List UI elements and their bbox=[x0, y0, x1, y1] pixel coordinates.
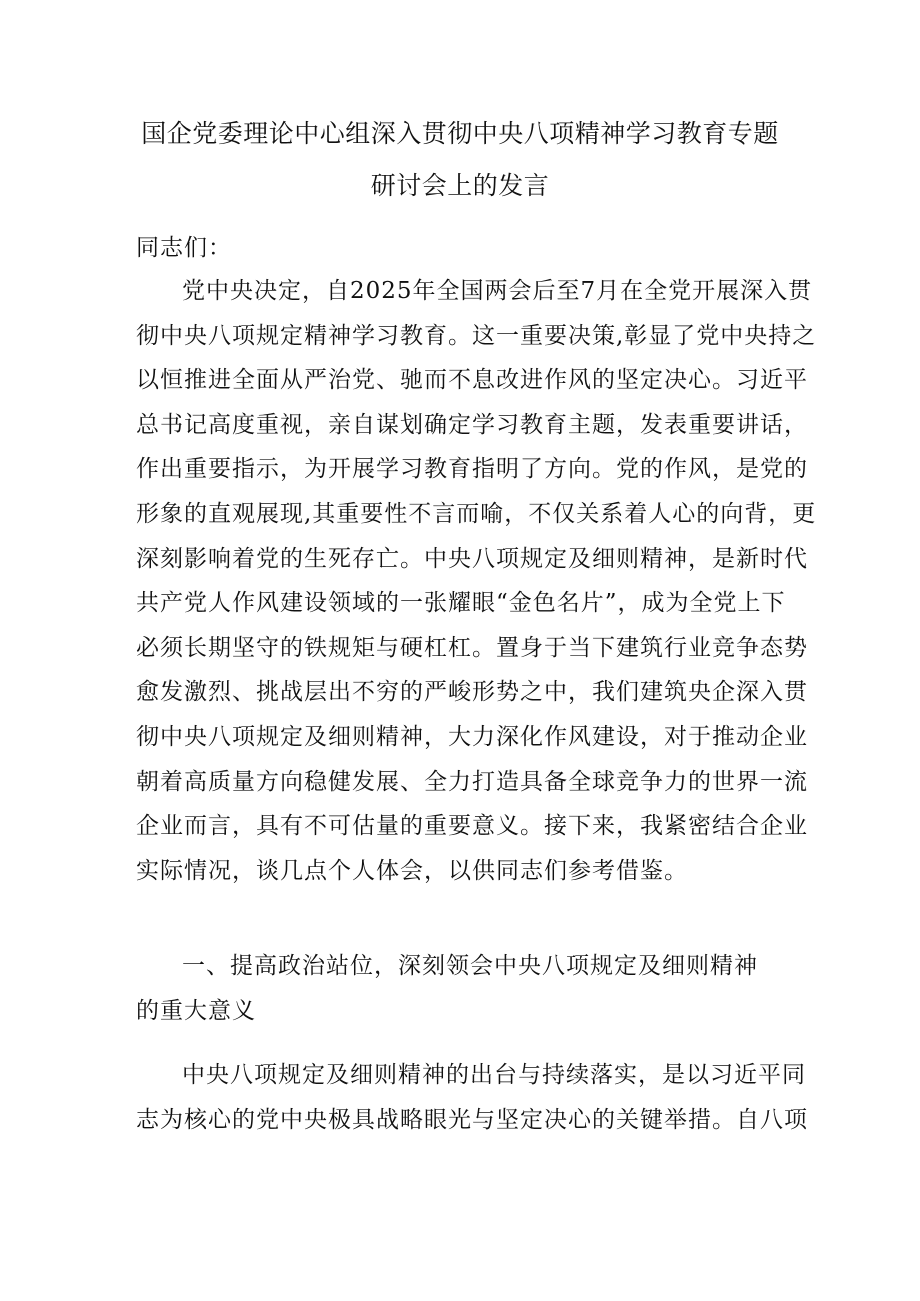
paragraph-line: 共产党人作风建设领域的一张耀眼“金色名片”，成为全党上下 bbox=[136, 590, 786, 617]
paragraph-line: 党中央决定，自2025年全国两会后至7月在全党开展深入贯 bbox=[182, 278, 813, 304]
paragraph-line: 彻中央八项规定精神学习教育。这一重要决策,彰显了党中央持之 bbox=[136, 322, 817, 349]
paragraph-line: 彻中央八项规定及细则精神，大力深化作风建设，对于推动企业 bbox=[136, 723, 808, 750]
title-line-2: 研讨会上的发言 bbox=[370, 171, 550, 200]
section-heading-1 bbox=[136, 944, 792, 1033]
paragraph-line: 中央八项规定及细则精神的出台与持续落实，是以习近平同 bbox=[182, 1062, 806, 1088]
salutation bbox=[136, 226, 792, 271]
paragraph-line: 实际情况，谈几点个人体会，以供同志们参考借鉴。 bbox=[136, 857, 688, 884]
paragraph-2 bbox=[136, 1053, 808, 1142]
heading-line: 的重大意义 bbox=[136, 997, 256, 1024]
title-line-1: 国企党委理论中心组深入贯彻中央八项精神学习教育专题 bbox=[141, 119, 779, 148]
paragraph-line: 企业而言，具有不可估量的重要意义。接下来，我紧密结合企业 bbox=[136, 813, 808, 840]
salutation-text: 同志们： bbox=[136, 235, 232, 261]
paragraph-line: 总书记高度重视，亲自谋划确定学习教育主题，发表重要讲话， bbox=[136, 411, 808, 438]
paragraph-line: 志为核心的党中央极具战略眼光与坚定决心的关键举措。自八项 bbox=[136, 1106, 808, 1133]
paragraph-line: 以恒推进全面从严治党、驰而不息改进作风的坚定决心。习近平 bbox=[136, 367, 808, 394]
paragraph-1 bbox=[136, 269, 817, 893]
heading-line: 一、提高政治站位，深刻领会中央八项规定及细则精神 bbox=[182, 953, 758, 979]
paragraph-line: 朝着高质量方向稳健发展、全力打造具备全球竞争力的世界一流 bbox=[136, 768, 808, 795]
document-title bbox=[130, 108, 790, 212]
paragraph-line: 愈发激烈、挑战层出不穷的严峻形势之中，我们建筑央企深入贯 bbox=[136, 679, 808, 706]
paragraph-line: 形象的直观展现,其重要性不言而喻，不仅关系着人心的向背，更 bbox=[136, 500, 817, 527]
paragraph-line: 作出重要指示，为开展学习教育指明了方向。党的作风，是党的 bbox=[136, 456, 808, 483]
paragraph-line: 深刻影响着党的生死存亡。中央八项规定及细则精神，是新时代 bbox=[136, 545, 808, 572]
paragraph-line: 必须长期坚守的铁规矩与硬杠杠。置身于当下建筑行业竞争态势 bbox=[136, 634, 808, 661]
